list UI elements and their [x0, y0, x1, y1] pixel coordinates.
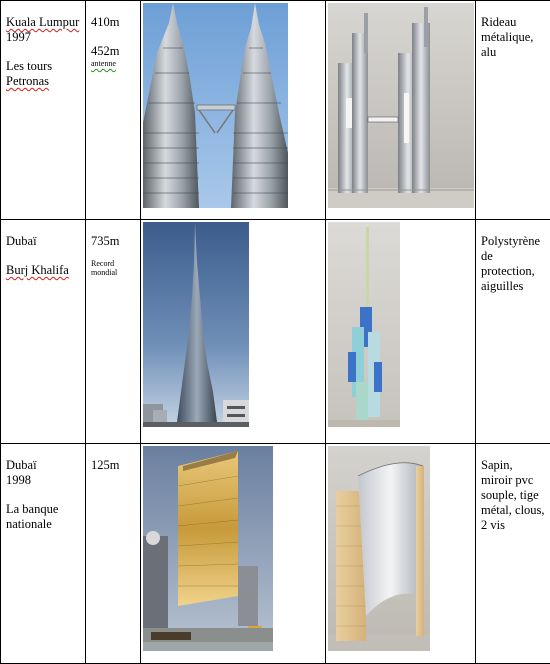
- materials-text: Sapin, miroir pvc souple, tige métal, clous, 2 vis: [476, 444, 550, 533]
- building-name-line: La banque: [6, 502, 81, 517]
- year-text: 1997: [6, 30, 81, 45]
- location-text: Dubaï: [6, 458, 81, 473]
- materials-cell: [476, 444, 550, 664]
- table-row: [1, 444, 550, 664]
- photo-cell: [141, 1, 326, 220]
- national-bank-model-photo: [328, 446, 475, 651]
- burj-khalifa-photo: [143, 222, 325, 427]
- table-row: [1, 1, 550, 220]
- materials-text: Polystyrène de protection, aiguilles: [476, 220, 550, 294]
- national-bank-photo: [143, 446, 325, 651]
- materials-cell: [476, 220, 550, 444]
- height-note: Record: [91, 259, 136, 268]
- height-cell: [86, 220, 141, 444]
- materials-cell: [476, 1, 550, 220]
- building-name-line: Petronas: [6, 74, 49, 88]
- table-row: [1, 220, 550, 444]
- petronas-towers-photo: [143, 3, 325, 208]
- burj-khalifa-model-photo: [328, 222, 475, 427]
- location-text: Dubaï: [6, 234, 81, 249]
- location-text: Kuala Lumpur: [6, 15, 79, 29]
- height-cell: [86, 1, 141, 220]
- height-note: antenne: [91, 59, 136, 68]
- model-cell: [326, 220, 476, 444]
- materials-text: Rideau métalique, alu: [476, 1, 550, 60]
- height-extra-text: 452m: [91, 44, 136, 59]
- model-cell: [326, 444, 476, 664]
- building-name-line: Les tours: [6, 59, 81, 74]
- petronas-model-photo: [328, 3, 475, 208]
- height-text: 125m: [91, 458, 136, 473]
- location-cell: [1, 444, 86, 664]
- year-text: 1998: [6, 473, 81, 488]
- building-name-line: Burj Khalifa: [6, 263, 69, 277]
- height-note: mondial: [91, 268, 136, 277]
- model-cell: [326, 1, 476, 220]
- height-cell: [86, 444, 141, 664]
- location-cell: [1, 1, 86, 220]
- building-name-line: nationale: [6, 517, 81, 532]
- height-text: 410m: [91, 15, 136, 30]
- photo-cell: [141, 444, 326, 664]
- location-cell: [1, 220, 86, 444]
- photo-cell: [141, 220, 326, 444]
- height-text: 735m: [91, 234, 136, 249]
